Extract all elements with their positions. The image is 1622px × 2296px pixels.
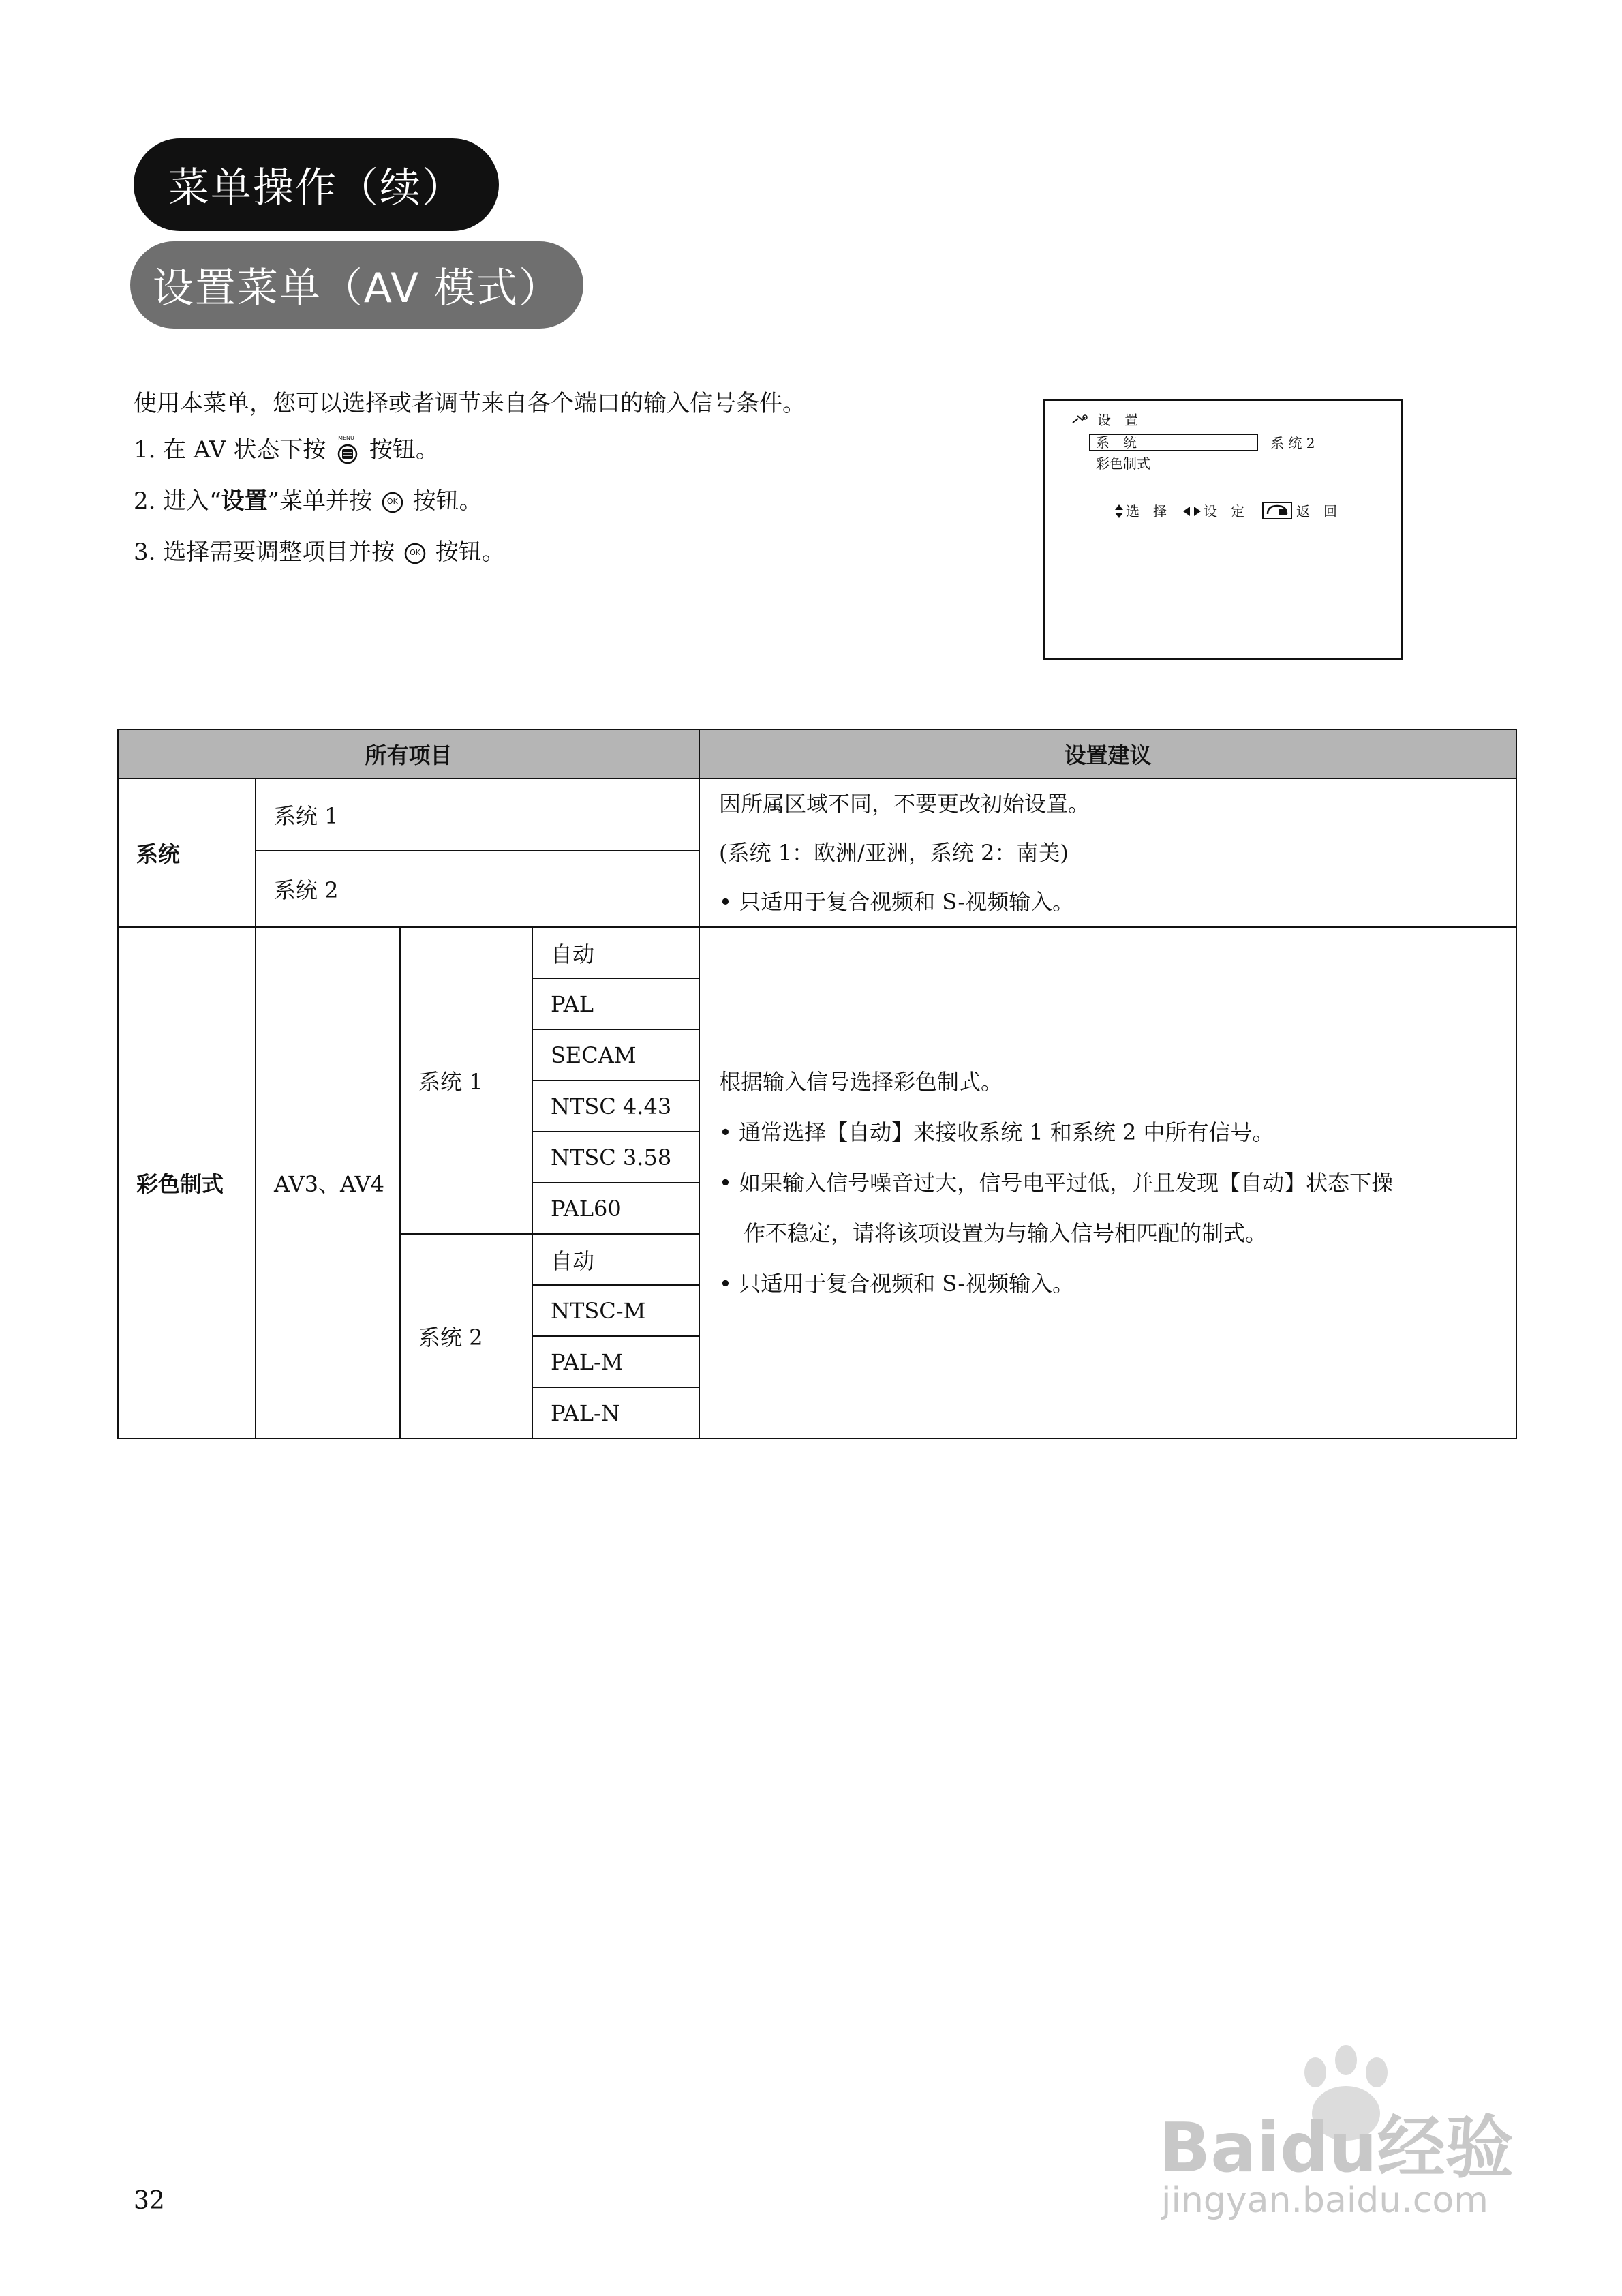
intro-text: 使用本菜单，您可以选择或者调节来自各个端口的输入信号条件。: [134, 390, 806, 417]
color-advice-line: • 通常选择【自动】来接收系统 1 和系统 2 中所有信号。: [719, 1119, 1274, 1145]
step-3: [134, 539, 505, 566]
color-advice-line: 作不稳定，请将该项设置为与输入信号相匹配的制式。: [744, 1220, 1268, 1246]
left-right-arrow-icon: [1182, 504, 1202, 518]
watermark-brand: Baidu经验: [1159, 2108, 1514, 2188]
step-1: [134, 436, 439, 465]
step-2: [134, 487, 483, 515]
wrench-icon: [1071, 413, 1090, 427]
tv-menu-screen: [1043, 399, 1403, 660]
color-system-2-label: 系统 2: [400, 1234, 532, 1438]
step-3-text: 3. 选择需要调整项目并按: [134, 539, 395, 566]
screen-nav-select: 选 择: [1126, 503, 1167, 519]
screen-nav-set: 设 定: [1204, 503, 1244, 519]
step-1-text: 1. 在 AV 状态下按: [134, 436, 326, 464]
step-3-suffix: 按钮。: [435, 539, 505, 566]
system-advice: [699, 779, 1516, 927]
color-option: NTSC 3.58: [532, 1132, 699, 1183]
settings-table: [117, 729, 1517, 1439]
step-2-mid: ”菜单并按: [267, 487, 373, 515]
section-title: 菜单操作（续）: [134, 138, 499, 231]
color-advice-line: • 如果输入信号噪音过大，信号电平过低，并且发现【自动】状态下操: [719, 1170, 1394, 1196]
color-option: PAL-M: [532, 1336, 699, 1387]
menu-button-icon-label: MENU: [338, 435, 354, 441]
page-number: 32: [134, 2187, 165, 2215]
color-option: PAL-N: [532, 1387, 699, 1438]
table-header-row: [118, 729, 1516, 779]
step-1-suffix: 按钮。: [369, 436, 439, 464]
ok-button-icon: [403, 542, 427, 565]
ok-button-icon-label: OK: [410, 548, 420, 557]
system-advice-line: (系统 1：欧洲/亚洲，系统 2：南美): [719, 840, 1069, 866]
screen-title: 设 置: [1097, 412, 1138, 428]
ok-button-icon: [381, 491, 404, 514]
color-option: SECAM: [532, 1029, 699, 1081]
system-option-2: 系统 2: [256, 851, 699, 927]
color-advice: [699, 927, 1516, 1438]
system-advice-line: 因所属区域不同，不要更改初始设置。: [719, 791, 1090, 817]
color-advice-line: • 只适用于复合视频和 S-视频输入。: [719, 1271, 1075, 1297]
color-advice-line: 根据输入信号选择彩色制式。: [719, 1069, 1003, 1095]
color-option: PAL: [532, 978, 699, 1029]
color-option: 自动: [532, 1234, 699, 1285]
menu-button-icon: [336, 435, 359, 465]
step-2-suffix: 按钮。: [412, 487, 483, 515]
up-down-arrow-icon: [1114, 503, 1124, 519]
screen-item-color: 彩色制式: [1096, 455, 1150, 472]
header-advice: 设置建议: [699, 729, 1516, 779]
ok-button-icon-label: OK: [386, 497, 398, 506]
color-inputs: AV3、AV4: [256, 927, 400, 1438]
watermark-url: jingyan.baidu.com: [1161, 2180, 1488, 2221]
color-system-1-label: 系统 1: [400, 927, 532, 1234]
step-2-bold: 设置: [221, 487, 268, 515]
header-all-items: 所有项目: [118, 729, 699, 779]
section-subtitle: 设置菜单（AV 模式）: [130, 241, 583, 329]
table-row: [118, 779, 1516, 851]
screen-item-system-value: 系 统 2: [1270, 435, 1315, 451]
color-system-label: 彩色制式: [118, 927, 256, 1438]
system-advice-line: • 只适用于复合视频和 S-视频输入。: [719, 889, 1075, 915]
screen-nav-back: 返 回: [1296, 503, 1337, 519]
step-2-text: 2. 进入“: [134, 487, 221, 515]
color-option: 自动: [532, 927, 699, 978]
screen-item-system: 系 统: [1089, 434, 1258, 451]
color-option: PAL60: [532, 1183, 699, 1234]
return-button-icon: [1262, 502, 1292, 519]
system-option-1: 系统 1: [256, 779, 699, 851]
color-option: NTSC-M: [532, 1285, 699, 1336]
system-label: 系统: [118, 779, 256, 927]
table-row: [118, 927, 1516, 978]
color-option: NTSC 4.43: [532, 1081, 699, 1132]
